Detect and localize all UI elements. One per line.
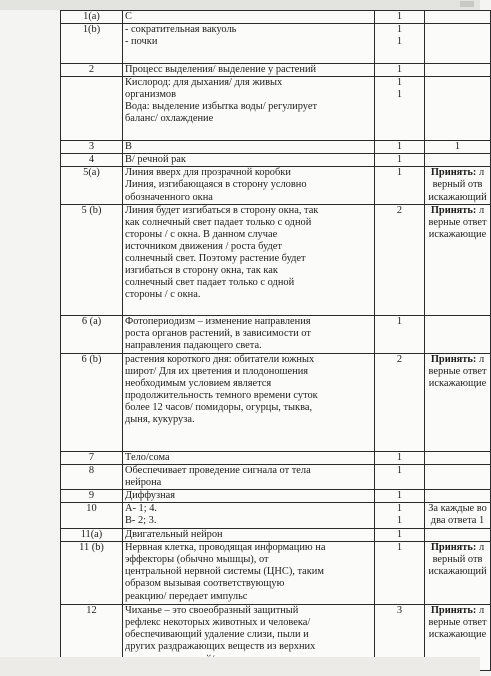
points-value: 1 [396, 154, 403, 166]
points-value: 1 [396, 77, 403, 89]
note-cell [425, 451, 491, 464]
answer-line: B/ речной рак [125, 154, 186, 166]
answer-line: нейрона [125, 476, 162, 488]
note-line: Принять: л [430, 542, 485, 554]
points-value: 1 [396, 529, 403, 541]
question-number-cell [61, 24, 123, 64]
note-cell [425, 542, 491, 605]
question-number: 11(a) [80, 529, 103, 541]
question-number: 9 [88, 489, 95, 501]
question-number-cell [61, 451, 123, 464]
note-cell [425, 167, 491, 204]
answer-line: - почки [125, 36, 158, 48]
answer-cell [123, 11, 375, 24]
note-line: верные ответ [428, 216, 487, 228]
answer-cell [123, 529, 375, 542]
question-number: 1(a) [83, 11, 100, 22]
answer-cell [123, 503, 375, 529]
answer-line: Обеспечивает проведение сигнала от тела [125, 464, 311, 476]
points-value: 1 [396, 489, 403, 501]
answer-line: обозначенного окна [125, 191, 213, 203]
note-line: 1 [454, 141, 461, 153]
question-number-cell [61, 503, 123, 529]
question-number: 10 [86, 503, 97, 515]
points-cell [375, 64, 425, 77]
answer-cell [123, 204, 375, 315]
note-line: За каждые во [428, 503, 487, 515]
note-line: верный отв [432, 554, 483, 566]
table-row [61, 77, 491, 141]
answer-key-table [60, 10, 491, 671]
answer-line: C [125, 11, 132, 22]
note-cell [425, 529, 491, 542]
question-number: 11 (b) [79, 542, 104, 554]
table-row [61, 464, 491, 489]
table-row [61, 315, 491, 353]
table-row [61, 167, 491, 204]
table-row [61, 451, 491, 464]
table-row [61, 489, 491, 502]
points-cell [375, 167, 425, 204]
answer-line: центральной нервной системы (ЦНС), таким [125, 566, 324, 578]
answer-line: роста органов растений, в зависимости от [125, 327, 311, 339]
note-cell [425, 464, 491, 489]
answer-cell [123, 167, 375, 204]
answer-line: других раздражающих веществ из верхних [125, 641, 316, 653]
answer-line: Чиханье – это своеобразный защитный [125, 605, 299, 617]
note-line: искажающий [428, 566, 487, 578]
answer-line: необходимым условием является [125, 377, 272, 389]
answer-line: В- 2; 3. [125, 515, 157, 527]
question-number: 6 (a) [81, 315, 102, 327]
question-number-cell [61, 542, 123, 605]
note-cell [425, 24, 491, 64]
question-number: 12 [86, 605, 97, 617]
answer-line: - сократительная вакуоль [125, 24, 237, 36]
question-number-cell [61, 11, 123, 24]
note-line: искажающие [428, 629, 487, 641]
answer-cell [123, 542, 375, 605]
answer-cell [123, 141, 375, 154]
question-number-cell [61, 489, 123, 502]
answer-line: солнечный свет падает только с одной [125, 277, 295, 289]
points-cell [375, 24, 425, 64]
note-line: Принять: л [430, 167, 485, 179]
points-cell [375, 464, 425, 489]
question-number-cell [61, 154, 123, 167]
table-row [61, 64, 491, 77]
answer-line: образом вызывая соответствующую [125, 578, 285, 590]
question-number: 5(a) [83, 167, 100, 179]
answer-line: как солнечный свет падает только с одной [125, 216, 312, 228]
points-value: 1 [396, 89, 403, 101]
answer-cell [123, 315, 375, 353]
points-value: 3 [396, 605, 403, 617]
answer-line: Вода: выделение избытка воды/ регулирует [125, 101, 318, 113]
points-cell [375, 154, 425, 167]
top-margin [0, 0, 480, 10]
points-cell [375, 141, 425, 154]
note-line: Принять: л [430, 605, 485, 617]
table-row [61, 529, 491, 542]
answer-line: реакцию/ передает импульс [125, 590, 248, 602]
question-number-cell [61, 64, 123, 77]
table-row [61, 503, 491, 529]
table-row [61, 154, 491, 167]
points-cell [375, 503, 425, 529]
answer-cell [123, 77, 375, 141]
note-cell [425, 503, 491, 529]
note-cell [425, 154, 491, 167]
answer-line: организмов [125, 89, 177, 101]
note-line: два ответа 1 [430, 515, 485, 527]
question-number-cell [61, 141, 123, 154]
question-number-cell [61, 204, 123, 315]
points-value: 1 [396, 451, 403, 463]
table-row [61, 11, 491, 24]
answer-line: Линия, изгибающаяся в сторону условно [125, 179, 307, 191]
points-cell [375, 529, 425, 542]
question-number-cell [61, 353, 123, 451]
answer-cell [123, 24, 375, 64]
question-number: 8 [88, 464, 95, 476]
table-row [61, 542, 491, 605]
points-value: 1 [396, 11, 403, 22]
answer-line: Тело/сома [125, 451, 170, 463]
points-cell [375, 451, 425, 464]
corner-mark [460, 1, 474, 7]
note-line: искажающие [428, 228, 487, 240]
points-value: 1 [396, 167, 403, 179]
answer-line: стороны / с окна. [125, 289, 201, 301]
answer-line: А- 1; 4. [125, 503, 158, 515]
points-value: 1 [396, 64, 403, 76]
answer-line: широт/ Для их цветения и плодоношения [125, 365, 309, 377]
answer-line: эффекторы (обычно мышцы), от [125, 554, 269, 566]
points-value: 2 [396, 204, 403, 216]
answer-line: Фотопериодизм – изменение направления [125, 315, 311, 327]
table-row [61, 24, 491, 64]
question-number: 7 [88, 451, 95, 463]
note-cell [425, 77, 491, 141]
points-cell [375, 204, 425, 315]
points-cell [375, 542, 425, 605]
note-cell [425, 489, 491, 502]
note-line: верные ответ [428, 617, 487, 629]
points-value: 1 [396, 515, 403, 527]
note-line: искажающий [428, 191, 487, 203]
question-number: 2 [88, 64, 95, 76]
note-cell [425, 353, 491, 451]
question-number: 6 (b) [81, 353, 102, 365]
answer-line: продолжительность темного времени суток [125, 389, 318, 401]
answer-line: солнечный свет. Поэтому растение будет [125, 253, 306, 265]
bottom-margin [0, 657, 480, 676]
points-cell [375, 315, 425, 353]
points-value: 1 [396, 542, 403, 554]
question-number-cell [61, 77, 123, 141]
answer-line: Диффузная [125, 489, 176, 501]
points-cell [375, 77, 425, 141]
question-number-cell [61, 167, 123, 204]
note-cell [425, 11, 491, 24]
note-line: Принять: л [430, 204, 485, 216]
points-cell [375, 489, 425, 502]
answer-line: растения короткого дня: обитатели южных [125, 353, 315, 365]
points-cell [375, 353, 425, 451]
note-cell [425, 315, 491, 353]
answer-line: Кислород: для дыхания/ для живых [125, 77, 283, 89]
answer-line: источником движения / роста будет [125, 240, 282, 252]
answer-cell [123, 64, 375, 77]
points-value: 1 [396, 464, 403, 476]
answer-cell [123, 464, 375, 489]
table-row [61, 141, 491, 154]
answer-line: Линия будет изгибаться в сторону окна, так [125, 204, 319, 216]
table-row [61, 204, 491, 315]
answer-line: дыня, кукуруза. [125, 414, 195, 426]
answer-line: изгибаться в сторону окна, так как [125, 265, 278, 277]
answer-line: Двигательный нейрон [125, 529, 223, 541]
note-line: верные ответ [428, 365, 487, 377]
question-number: 1(b) [82, 24, 101, 36]
answer-line: баланс/ охлаждение [125, 113, 214, 125]
points-value: 1 [396, 503, 403, 515]
points-value: 1 [396, 24, 403, 36]
answer-line: направления падающего света. [125, 339, 262, 351]
answer-line: стороны / с окна. В данном случае [125, 228, 278, 240]
points-cell [375, 11, 425, 24]
question-number: 4 [88, 154, 95, 166]
points-value: 1 [396, 36, 403, 48]
answer-line: Линия вверх для прозрачной коробки [125, 167, 291, 179]
question-number-cell [61, 464, 123, 489]
answer-cell [123, 353, 375, 451]
question-number: 5 (b) [81, 204, 102, 216]
question-number: 3 [88, 141, 95, 153]
answer-line: рефлекс некоторых животных и человека/ [125, 617, 311, 629]
answer-line: более 12 часов/ помидоры, огурцы, тыква, [125, 402, 313, 414]
question-number-cell [61, 315, 123, 353]
table-row [61, 353, 491, 451]
points-value: 1 [396, 315, 403, 327]
question-number-cell [61, 529, 123, 542]
answer-line: B [125, 141, 132, 153]
answer-line: обеспечивающий удаление слизи, пыли и [125, 629, 309, 641]
answer-cell [123, 154, 375, 167]
answer-line: Процесс выделения/ выделение у растений [125, 64, 317, 76]
note-line: Принять: л [430, 353, 485, 365]
answer-line: Нервная клетка, проводящая информацию на [125, 542, 326, 554]
note-line: верный отв [432, 179, 483, 191]
note-cell [425, 204, 491, 315]
points-value: 2 [396, 353, 403, 365]
answer-cell [123, 451, 375, 464]
note-cell [425, 141, 491, 154]
note-line: искажающие [428, 377, 487, 389]
answer-cell [123, 489, 375, 502]
points-value: 1 [396, 141, 403, 153]
note-cell [425, 64, 491, 77]
